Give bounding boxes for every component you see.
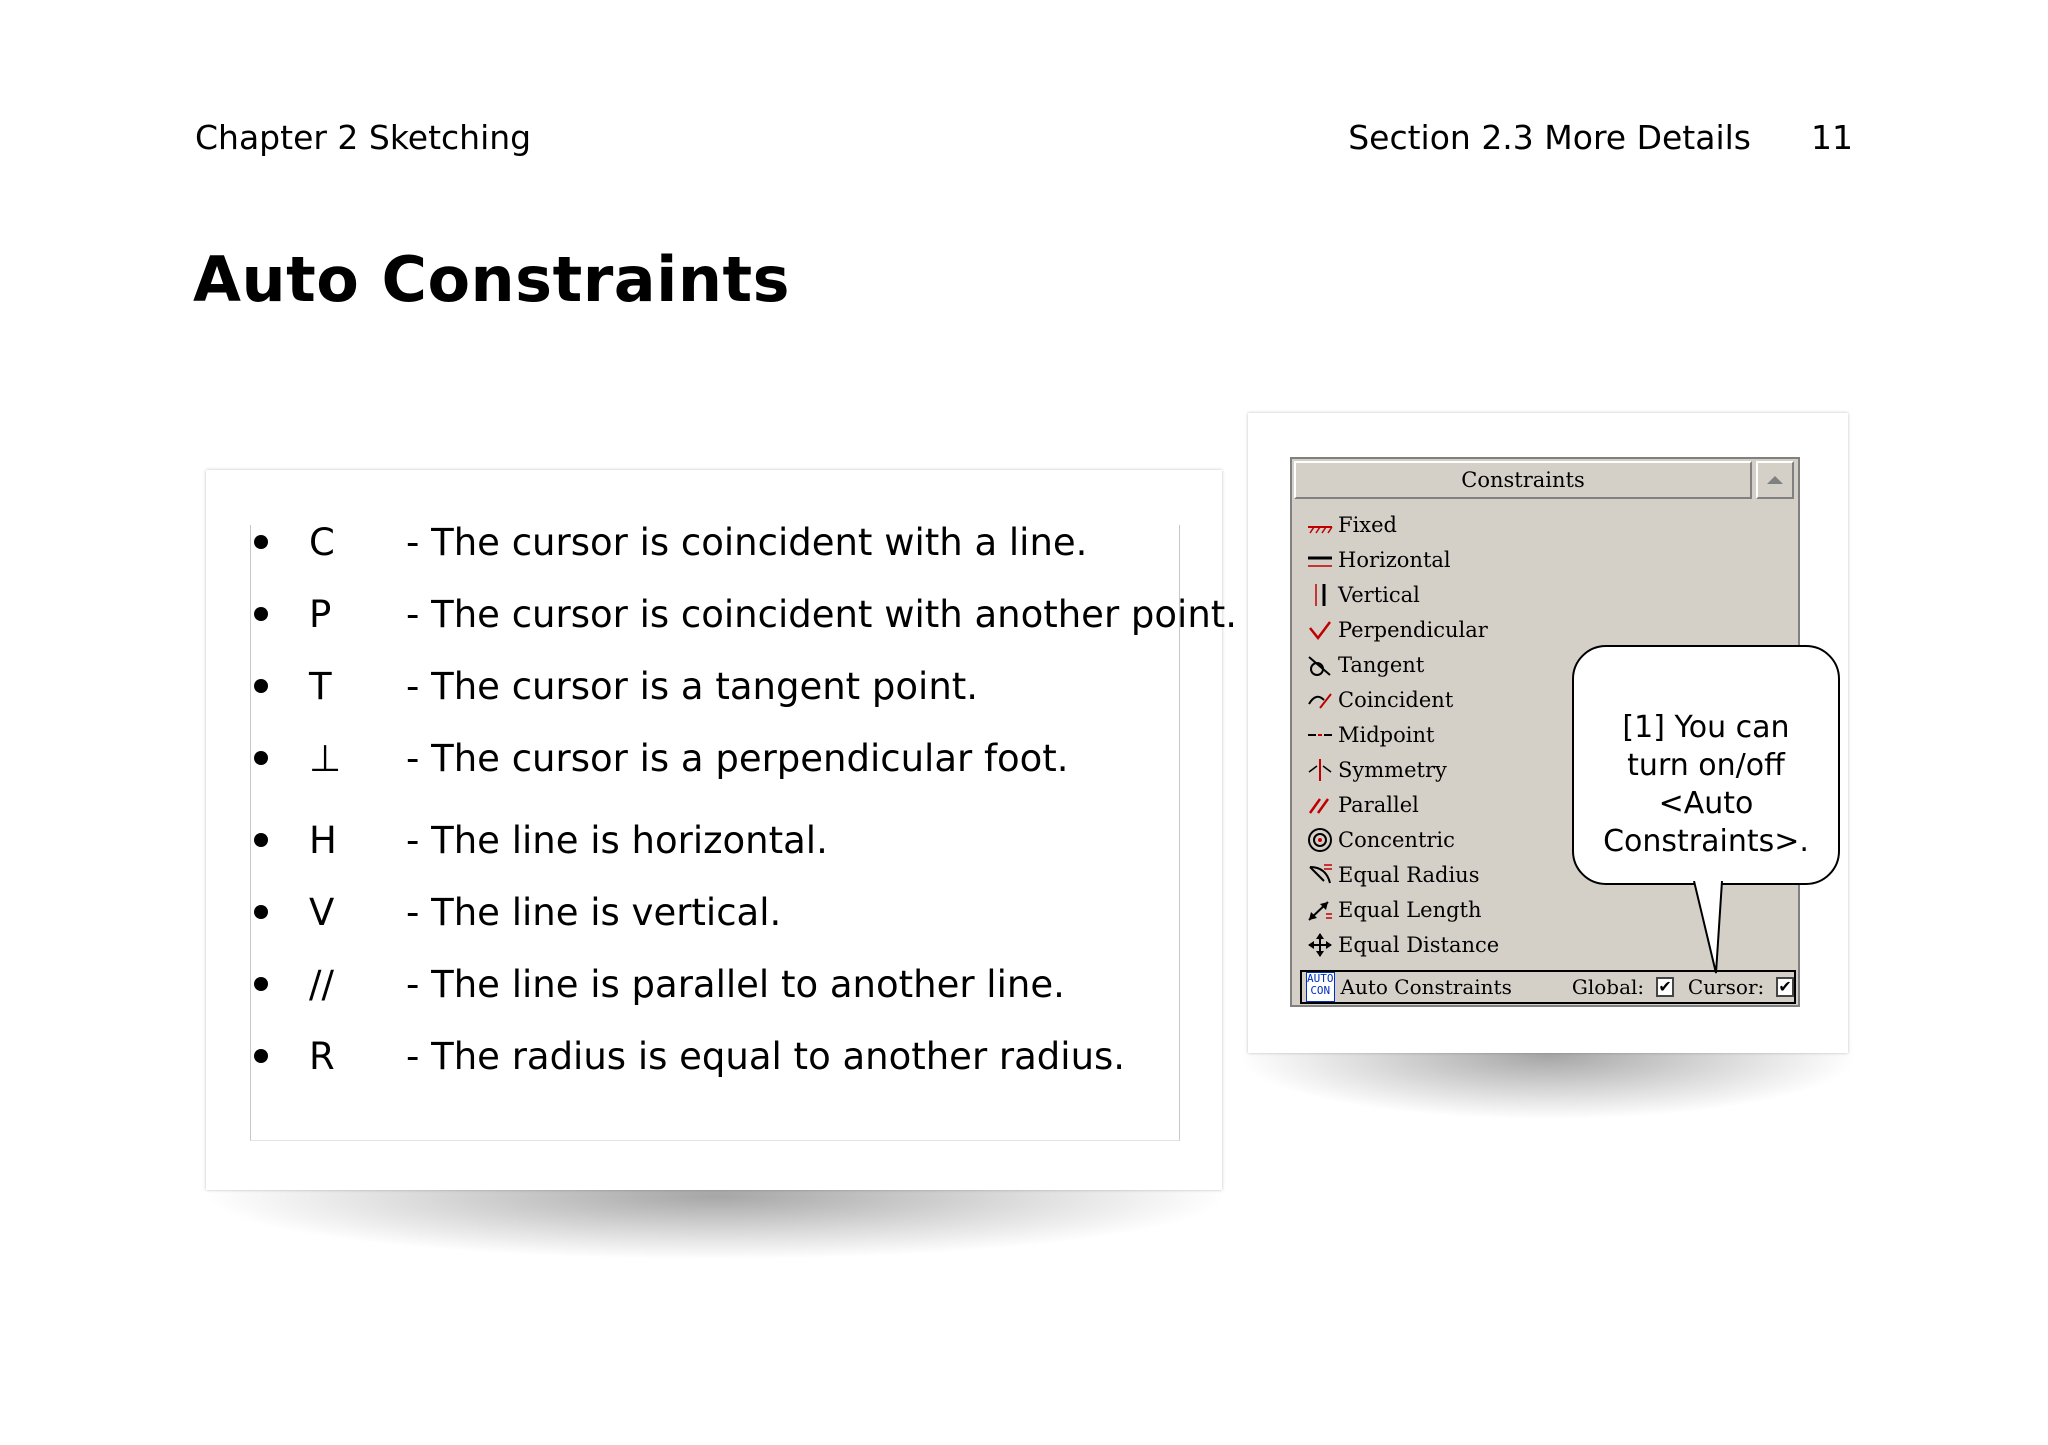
list-item — [251, 882, 1179, 942]
equal-distance-icon — [1306, 931, 1334, 959]
list-item — [251, 584, 1238, 644]
list-item — [251, 656, 1179, 716]
coincident-icon — [1306, 686, 1334, 714]
constraint-item-horizontal[interactable] — [1306, 543, 1451, 577]
constraint-item-fixed[interactable] — [1306, 508, 1397, 542]
bullet — [254, 905, 268, 919]
constraint-item-equal-length[interactable] — [1306, 893, 1482, 927]
symbol-label: R — [309, 1034, 335, 1078]
bullet — [254, 535, 268, 549]
constraint-label: Equal Length — [1338, 898, 1482, 922]
page-number: 11 — [1811, 118, 1853, 157]
symbol-description: - The radius is equal to another radius. — [406, 1034, 1126, 1078]
section-title: Section 2.3 More Details — [1348, 118, 1751, 157]
constraint-item-concentric[interactable] — [1306, 823, 1455, 857]
symbol-description: - The line is vertical. — [406, 890, 782, 934]
cursor-label: Cursor: — [1687, 975, 1765, 999]
chevron-up-icon — [1767, 476, 1783, 484]
fixed-icon — [1306, 511, 1334, 539]
symbol-label: T — [309, 664, 332, 708]
symbol-label: P — [309, 592, 332, 636]
constraint-item-perpendicular[interactable] — [1306, 613, 1488, 647]
constraint-item-parallel[interactable] — [1306, 788, 1419, 822]
global-label: Global: — [1571, 975, 1645, 999]
auto-constraints-label: Auto Constraints — [1340, 975, 1512, 999]
bullet — [254, 607, 268, 621]
constraint-label: Tangent — [1338, 653, 1425, 677]
tangent-icon — [1306, 651, 1334, 679]
chapter-header: Chapter 2 Sketching — [195, 118, 532, 157]
page-title: Auto Constraints — [193, 243, 791, 316]
constraint-label: Equal Radius — [1338, 863, 1480, 887]
constraint-label: Equal Distance — [1338, 933, 1500, 957]
symbol-description: - The line is horizontal. — [406, 818, 828, 862]
section-header — [1348, 118, 1853, 157]
constraint-label: Coincident — [1338, 688, 1454, 712]
constraint-item-tangent[interactable] — [1306, 648, 1424, 682]
symbol-label: H — [309, 818, 337, 862]
constraint-label: Concentric — [1338, 828, 1455, 852]
constraint-item-equal-radius[interactable] — [1306, 858, 1479, 892]
constraint-label: Horizontal — [1338, 548, 1451, 572]
constraint-label: Fixed — [1338, 513, 1398, 537]
symmetry-icon — [1306, 756, 1334, 784]
bullet — [254, 1049, 268, 1063]
symbol-label: ⊥ — [309, 736, 342, 780]
panel-title: Constraints — [1294, 461, 1752, 499]
list-item — [251, 810, 1179, 870]
list-item — [251, 728, 1179, 788]
card-shadow — [200, 1180, 1230, 1260]
constraint-item-coincident[interactable] — [1306, 683, 1453, 717]
constraint-label: Perpendicular — [1338, 618, 1488, 642]
auto-constraints-icon: AUTO CON — [1306, 972, 1335, 1002]
bullet — [254, 833, 268, 847]
symbol-description: - The cursor is coincident with another point. — [406, 592, 1238, 636]
constraint-item-vertical[interactable] — [1306, 578, 1420, 612]
collapse-button[interactable] — [1756, 461, 1794, 499]
constraint-item-symmetry[interactable] — [1306, 753, 1447, 787]
cursor-checkbox[interactable]: ✔ — [1776, 977, 1794, 997]
constraint-item-equal-distance[interactable] — [1306, 928, 1499, 962]
symbol-label: V — [309, 890, 335, 934]
list-item — [251, 512, 1179, 572]
symbol-label: // — [309, 962, 334, 1006]
symbol-description: - The cursor is a tangent point. — [406, 664, 979, 708]
constraint-label: Parallel — [1338, 793, 1419, 817]
constraint-label: Symmetry — [1338, 758, 1447, 782]
bullet — [254, 679, 268, 693]
constraint-label: Vertical — [1338, 583, 1420, 607]
equal-radius-icon — [1306, 861, 1334, 889]
midpoint-icon — [1306, 721, 1334, 749]
parallel-icon — [1306, 791, 1334, 819]
bullet — [254, 977, 268, 991]
symbol-description: - The cursor is a perpendicular foot. — [406, 736, 1069, 780]
callout-text: [1] You can turn on/off <Auto Constraints>. — [1603, 710, 1809, 859]
concentric-icon — [1306, 826, 1334, 854]
list-item — [251, 1026, 1179, 1086]
callout-tail — [1690, 881, 1730, 976]
symbol-description: - The cursor is coincident with a line. — [406, 520, 1088, 564]
perpendicular-icon — [1306, 616, 1334, 644]
symbol-list-frame — [250, 520, 1238, 1141]
global-checkbox[interactable]: ✔ — [1656, 977, 1674, 997]
vertical-icon — [1306, 581, 1334, 609]
constraint-item-midpoint[interactable] — [1306, 718, 1434, 752]
equal-length-icon — [1306, 896, 1334, 924]
symbol-label: C — [309, 520, 335, 564]
symbol-description: - The line is parallel to another line. — [406, 962, 1065, 1006]
constraint-label: Midpoint — [1338, 723, 1435, 747]
bullet — [254, 751, 268, 765]
callout-bubble — [1572, 645, 1840, 885]
horizontal-icon — [1306, 546, 1334, 574]
list-item — [251, 954, 1179, 1014]
